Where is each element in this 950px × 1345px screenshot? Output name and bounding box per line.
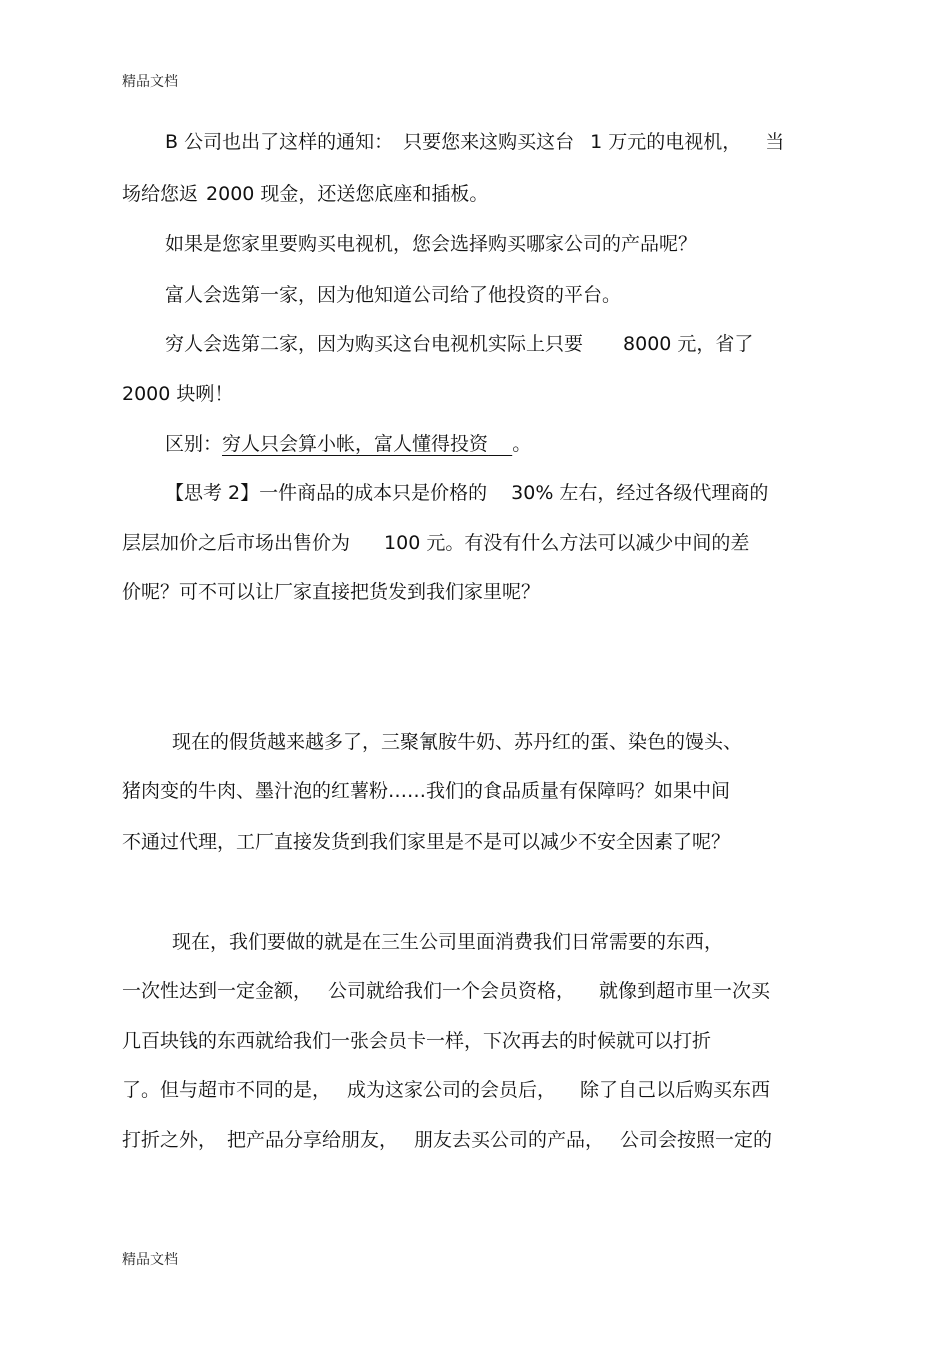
think2-line3: 价呢？可不可以让厂家直接把货发到我们家里呢？ [122, 581, 541, 603]
think2-line2 [122, 531, 749, 555]
page-header: 精品文档 [122, 74, 178, 90]
fake-goods-line3: 不通过代理，工厂直接发货到我们家里是不是可以减少不安全因素了呢？ [122, 831, 731, 853]
membership-line2 [122, 979, 770, 1003]
difference-label: 区别： [165, 433, 223, 455]
membership-difference: 了。但与超市不同的是， [122, 1079, 332, 1101]
notice-price: 1 万元的电视机， [590, 131, 742, 153]
fake-goods-line2: 猪肉变的牛肉、墨汁泡的红薯粉……我们的食品质量有保障吗？如果中间 [122, 780, 731, 802]
membership-line5 [122, 1128, 772, 1152]
poor-choice-line2: 2000 块咧！ [122, 383, 234, 405]
membership-line4 [122, 1078, 770, 1102]
membership-discount: 打折之外， [122, 1129, 218, 1151]
membership-company-pays: 公司会按照一定的 [620, 1129, 773, 1151]
notice-cash: 2000 现金，还送您底座和插板。 [206, 183, 489, 205]
paragraph1-line1 [165, 130, 784, 154]
membership-friend-buy: 朋友去买公司的产品， [414, 1129, 605, 1151]
notice-tail: 当 [765, 131, 785, 153]
poor-choice-line1 [165, 332, 753, 356]
difference-end: 。 [512, 433, 532, 455]
think2-title: 【思考 2】一件商品的成本只是价格的 [165, 482, 488, 504]
notice-intro: B 公司也出了这样的通知： [165, 131, 394, 153]
think2-line1 [165, 481, 768, 505]
membership-own-purchase: 除了自己以后购买东西 [580, 1079, 771, 1101]
difference-answer: 穷人只会算小帐，富人懂得投资 [222, 433, 489, 455]
membership-line3: 几百块钱的东西就给我们一张会员卡一样，下次再去的时候就可以打折 [122, 1030, 712, 1052]
rich-choice-line: 富人会选第一家，因为他知道公司给了他投资的平台。 [165, 284, 622, 306]
think2-markup: 层层加价之后市场出售价为 [122, 532, 351, 554]
notice-return: 场给您返 [122, 183, 199, 205]
poor-choice-reason: 穷人会选第二家，因为购买这台电视机实际上只要 [165, 333, 584, 355]
membership-qualification: 公司就给我们一个会员资格， [328, 980, 576, 1002]
think2-price: 100 元。有没有什么方法可以减少中间的差 [384, 532, 750, 554]
membership-share: 把产品分享给朋友， [227, 1129, 399, 1151]
membership-supermarket: 就像到超市里一次买 [599, 980, 771, 1002]
fake-goods-line1: 现在的假货越来越多了，三聚氰胺牛奶、苏丹红的蛋、染色的馒头、 [172, 731, 743, 753]
notice-purchase: 只要您来这购买这台 [403, 131, 575, 153]
page-footer: 精品文档 [122, 1252, 178, 1268]
poor-choice-price: 8000 元，省了 [623, 333, 754, 355]
think2-percent: 30% 左右，经过各级代理商的 [511, 482, 769, 504]
question-line: 如果是您家里要购买电视机，您会选择购买哪家公司的产品呢？ [165, 233, 698, 255]
membership-become-member: 成为这家公司的会员后， [347, 1079, 557, 1101]
difference-line [165, 432, 531, 456]
paragraph1-line2 [122, 182, 488, 206]
membership-line1: 现在，我们要做的就是在三生公司里面消费我们日常需要的东西， [172, 931, 724, 953]
membership-amount: 一次性达到一定金额， [122, 980, 313, 1002]
